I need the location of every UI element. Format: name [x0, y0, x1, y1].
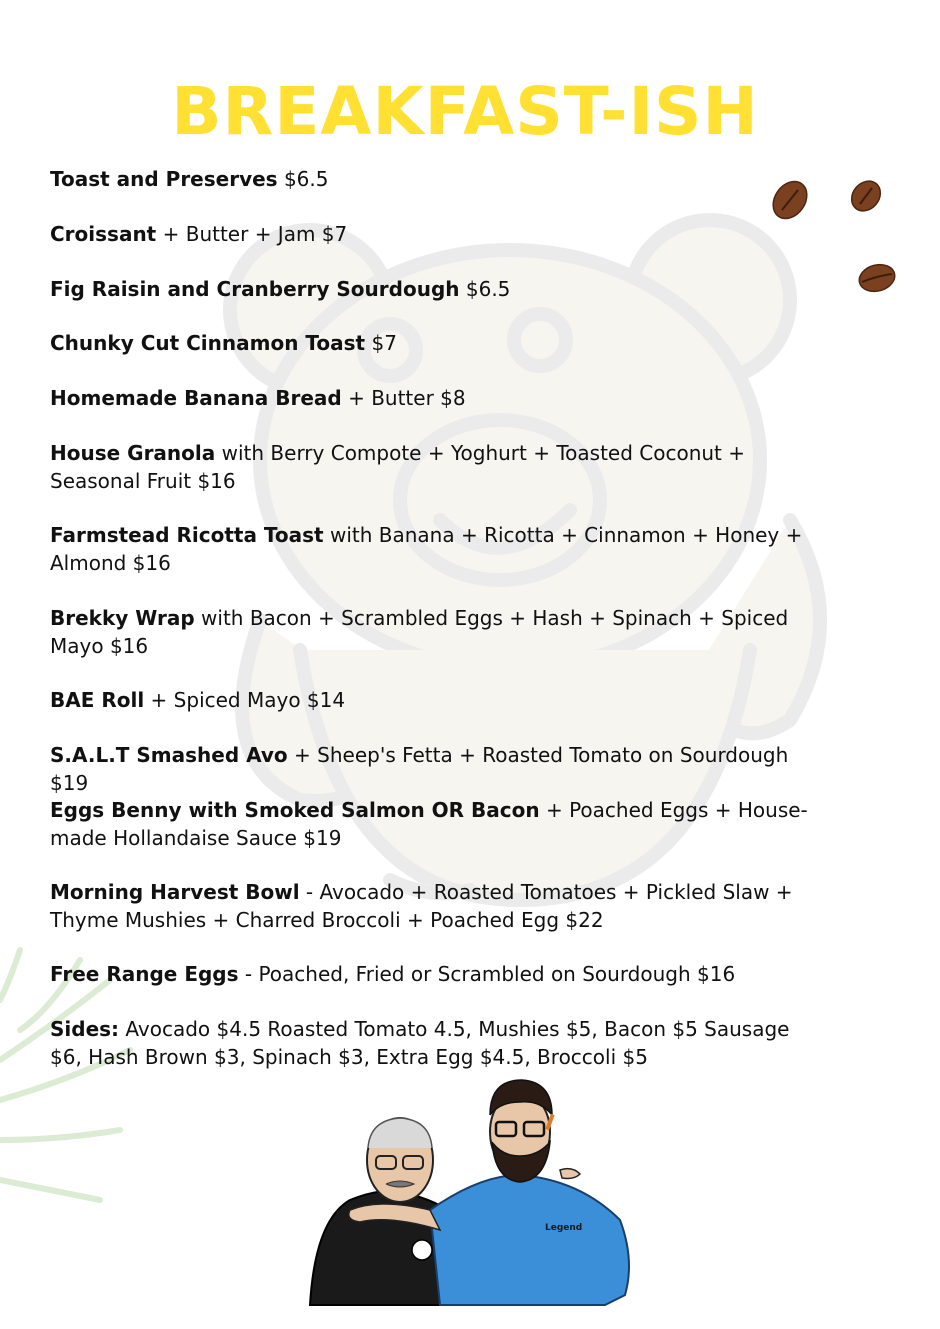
menu-item [50, 440, 810, 495]
item-name: Toast and Preserves [50, 167, 278, 191]
item-desc: Avocado $4.5 Roasted Tomato 4.5, Mushies $5, Bacon $5 Sausage $6, Hash Brown $3, Spinach $3, Extra Egg $4.5, Broccoli $5 [50, 1017, 790, 1069]
item-desc: with Bacon + Scrambled Eggs + Hash + Spinach + Spiced Mayo $16 [50, 606, 789, 658]
item-name: Morning Harvest Bowl [50, 880, 300, 904]
menu-item [50, 166, 810, 194]
item-desc: + Butter + Jam $7 [156, 222, 348, 246]
item-name: Chunky Cut Cinnamon Toast [50, 331, 366, 355]
item-name: S.A.L.T Smashed Avo [50, 743, 288, 767]
item-name: BAE Roll [50, 688, 145, 712]
menu-item [50, 385, 810, 413]
menu-item [50, 330, 810, 358]
menu-item [50, 605, 810, 660]
menu-item [50, 687, 810, 715]
item-desc: $6.5 [459, 277, 511, 301]
menu-item [50, 522, 810, 577]
item-name: Free Range Eggs [50, 962, 239, 986]
menu-item [50, 221, 810, 249]
page-title: BREAKFAST-ISH [171, 73, 759, 150]
item-desc: with Banana + Ricotta + Cinnamon + Honey + Almond $16 [50, 523, 803, 575]
item-desc: + Spiced Mayo $14 [144, 688, 346, 712]
item-desc: $7 [365, 331, 397, 355]
item-desc: - Avocado + Roasted Tomatoes + Pickled Slaw + Thyme Mushies + Charred Broccoli + Poached Egg $22 [50, 880, 793, 932]
menu-item [50, 742, 810, 797]
item-desc: with Berry Compote + Yoghurt + Toasted Coconut + Seasonal Fruit $16 [50, 441, 746, 493]
menu-item [50, 797, 810, 852]
item-name: Fig Raisin and Cranberry Sourdough [50, 277, 460, 301]
menu-item-sides [50, 1016, 810, 1071]
item-name: House Granola [50, 441, 216, 465]
menu-item [50, 276, 810, 304]
item-name: Eggs Benny with Smoked Salmon OR Bacon [50, 798, 540, 822]
item-name: Sides: [50, 1017, 120, 1041]
item-desc: - Poached, Fried or Scrambled on Sourdough $16 [238, 962, 736, 986]
item-name: Homemade Banana Bread [50, 386, 342, 410]
item-desc: $6.5 [277, 167, 329, 191]
item-desc: + Sheep's Fetta + Roasted Tomato on Sourdough $19 [50, 743, 789, 795]
shirt-logo: Legend [545, 1223, 583, 1233]
item-desc: + Poached Eggs + House-made Hollandaise Sauce $19 [50, 798, 808, 850]
item-name: Farmstead Ricotta Toast [50, 523, 324, 547]
item-name: Brekky Wrap [50, 606, 195, 630]
item-desc: + Butter $8 [341, 386, 466, 410]
owners-illustration [290, 1070, 650, 1310]
item-name: Croissant [50, 222, 157, 246]
menu-item [50, 961, 810, 989]
menu-item [50, 879, 810, 934]
